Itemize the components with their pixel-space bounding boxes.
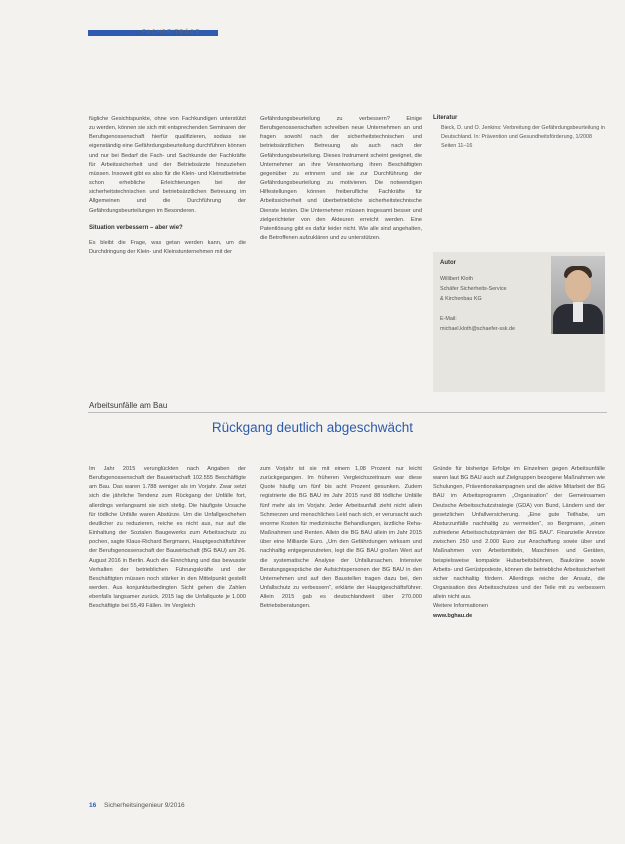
divider [88, 412, 607, 413]
top-col1-after-text: Es bleibt die Frage, was getan werden kann, um die Durchdringung der Klein- und Kleinstunternehmen mit der [89, 239, 246, 256]
article-section-label: Arbeitsunfälle am Bau [89, 401, 168, 410]
page-number: 16 [89, 802, 97, 809]
article-col1-text: Im Jahr 2015 verunglückten nach Angaben der Berufsgenossenschaft der Bauwirtschaft 102.555 Beschäftigte am Bau. Das waren 1.788 weniger als im Vorjahr. Zwar setzt sich die jährliche Tendenz zum Rückgang der Unfälle fort, allerdings verlangsamt sie sich stetig. Die häufigste Ursache für tödliche Unfälle waren Abstürze. Um die Unfallgeschehen deutlicher zu reduzieren, reiche es nicht aus, nur auf die Einhaltung der Sozialen Baugewerks zum Arbeitsschutz zu pochen, sagte Klaus-Richard Bergmann, Hauptgeschäftsführer der Berufsgenossenschaft der Bauwirtschaft (BG BAU) am 26. August 2016 in Berlin. Auch die Einrichtung und das bewusste Verhalten der betrieblichen Führungskräfte und der Beschäftigten müssen noch stärker in den Mittelpunkt gestellt werden. Aus konjunkturbedingten Sicht gehen die Zahlen ebenfalls langsamer zurück. 2015 lag die Unfallquote je 1.000 Beschäftigte bei 55,49 Fällen. Im Vergleich [89, 466, 246, 610]
page-footer [89, 802, 185, 809]
literature-title: Literatur [433, 115, 458, 121]
literature-item: Bieck, D. und O. Jenkins: Verbreitung der Gefährdungsbeurteilung in Deutschland. In: Prävention und Gesundheitsförderung, 1/2008 Seiten 11–16 [441, 125, 605, 149]
author-email-label: E-Mail: [440, 316, 457, 322]
author-heading: Autor [440, 260, 456, 266]
more-info-label: Weitere Informationen [433, 603, 488, 610]
top-col1-text: fügliche Gesichtspunkte, ohne von Fachkundigen unterstützt zu werden, können sie sich mit entsprechenden Seminaren der Berufsgenossenschaft hierfür qualifizieren, sodass sie eigenständig eine Gefährdungsbeurteilung durchführen können und nur bei Bedarf die Fach- und Sachkunde der Fachkräfte für Arbeitssicherheit und der Betriebsärzte hinzuziehen müssen. Insoweit gibt es also für die Klein- und Kleinstbetriebe schon erhebliche Erleichterungen bei der sicherheitstechnischen und betriebsärztlichen Betreuung im Allgemeinen und die Durchführung der Gefährdungsbeurteilungen im Besonderen. [89, 116, 246, 214]
author-email[interactable]: michael.kloth@schaefer-ssk.de [440, 326, 515, 332]
literature-box [433, 115, 605, 151]
author-city: & Kirchenbau KG [440, 296, 482, 302]
article-title: Rückgang deutlich abgeschwächt [211, 420, 414, 435]
top-col2-text: Gefährdungsbeurteilung zu verbessern? Einige Berufsgenossenschaften schreiben neue Unternehmen an und fragen sowohl nach der sicherheitstechnischen und betriebsärztlichen Betreuung als auch nach der Gefährdungsbeurteilung. Dieses Instrument scheint geeignet, die Unternehmer an ihre Verantwortung ihren Beschäftigten gegenüber zu erinnern und sie zur Durchführung der Gefährdungsbeurteilung zu motivieren. Die notwendigen Hilfestellungen können freiberufliche Fachkräfte für Arbeitssicherheit und überbetriebliche sicherheitstechnische Dienste leisten. Die Unternehmer müssen insgesamt besser und zielgerichteter von den Akteuren erreicht werden. Eine Patentlösung gibt es dafür leider nicht. Wie alle sind angehalten, die Betroffenen aufzuklären und zu unterstützen. [260, 116, 422, 242]
magazine-name: Sicherheitsingenieur 9/2016 [104, 802, 185, 809]
more-info-link[interactable]: www.bghau.de [433, 612, 473, 619]
article-column-2 [260, 465, 422, 612]
article-col2-text: zum Vorjahr ist sie mit einem 1,08 Prozent nur leicht zurückgegangen. Im früheren Vergleichszeitraum war diese Quote häufig um fünf bis acht Prozent gesunken. Zudem registrierte die BG BAU im Jahr 2015 rund 88 tödliche Unfälle fünf mehr als im Vorjahr. Jeder Arbeitsunfall zieht nicht allein Schmerzen und menschliches Leid nach sich, er verursacht auch enorme Kosten für medizinische Behandlungen, ärztliche Reha-Maßnahmen und Renten. Allein die BG BAU allein im Jahr 2015 über eine Milliarde Euro. „Um den Gefährdungen wirksam und nachhaltig entgegenzutreten, legt die BG BAU großen Wert auf die systematische Analyse der Unfallursachen. Intensive Beratungsgespräche der Aufsichtspersonen der BG BAU in den Unternehmen und auf den Baustellen tragen dazu bei, den Unfallschutz zu verbessern“, erklärte der Hauptgeschäftsführer. Allein 2015 gab es deutschlandweit über 270.000 Betriebsberatungen. [260, 466, 422, 610]
author-box [433, 252, 605, 392]
top-column-2 [260, 115, 422, 243]
article-col3-text: Gründe für bisherige Erfolge im Einzelnen gegen Arbeitsunfälle waren laut BG BAU auch auf Zielgruppen bezogene Maßnahmen wie Schulungen, Präventionskampagnen und die aktive Mitarbeit der BG BAU im Arbeitsprogramm „Organisation“ der Gemeinsamen Deutsche Arbeitsschutzstrategie (GDA) von Bund, Ländern und der gesetzlichen Unfallversicherung. „Eine gute Teilhabe, um Absturzunfälle nachhaltig zu vermeiden“, so Bergmann, „einen zufriedene Arbeitsschutzprämien der BG BAU“. Finanzielle Anreize zwischen 250 und 2.000 Euro zur Anschaffung sowie über und Maßnahmen von Arbeitsmitteln, Maschinen und Geräten, beispielsweise kompakte Hubarbeitsbühnen, Baukräne sowie Arbeits- und Gerüstpodeste, können die betriebliche Arbeitssicherheit sicher nachhaltig fördern. Allerdings reiche der Ansatz, die Organisation des Arbeitsschutzes und der Teile mit zu verbessern allein nicht aus. [433, 466, 605, 601]
author-company: Schäfer Sicherheits-Service [440, 286, 507, 292]
top-column-1 [89, 115, 246, 257]
author-name: Willibert Kloth [440, 276, 473, 282]
article-column-3 [433, 465, 605, 621]
subheading: Situation verbessern – aber wie? [89, 224, 183, 231]
author-photo [551, 256, 605, 334]
section-header-label: FACHBEITRÄGE [142, 30, 201, 36]
article-column-1 [89, 465, 246, 612]
